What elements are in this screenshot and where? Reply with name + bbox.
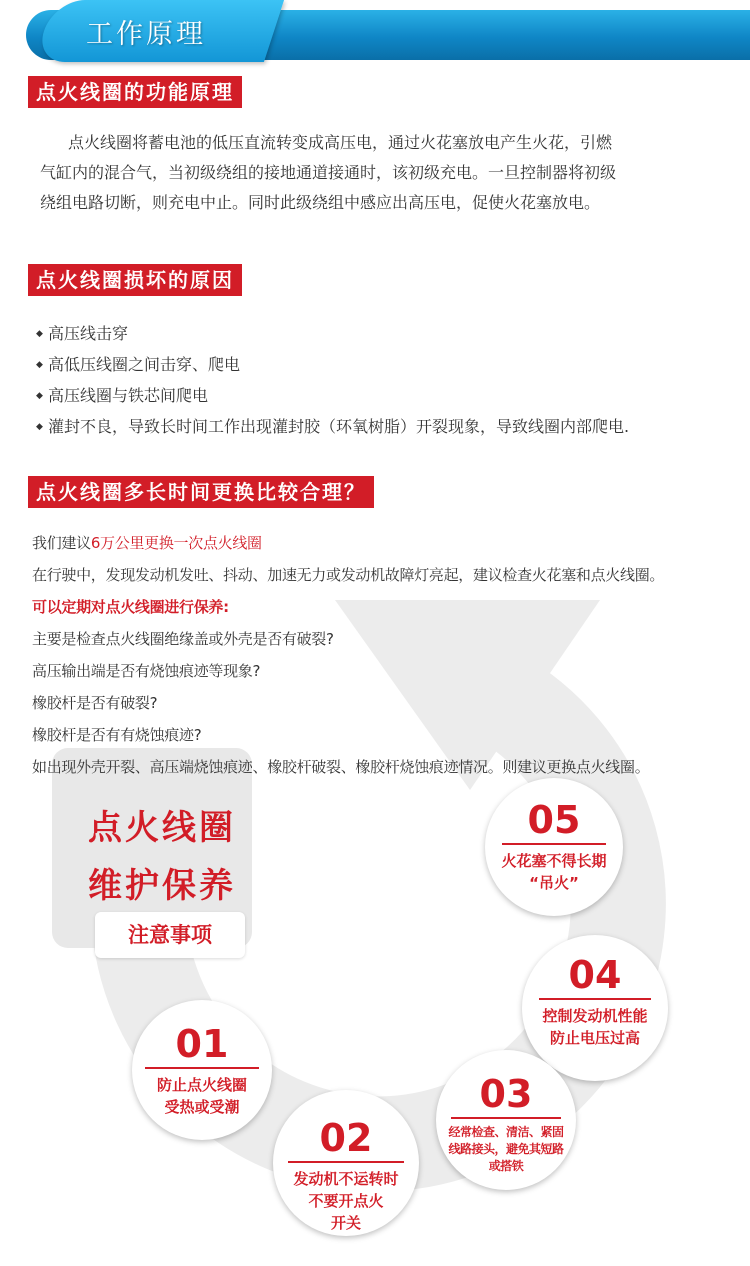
step-text: 经常检查、清洁、紧固 <box>448 1125 564 1139</box>
section-heading-replace: 点火线圈多长时间更换比较合理？ <box>28 476 374 508</box>
advice-line <box>32 527 748 559</box>
list-item-text: 高压线击穿 <box>48 324 129 343</box>
check-line: 橡胶杆是否有破裂? <box>32 694 158 712</box>
check-line: 高压输出端是否有烧蚀痕迹等现象? <box>32 662 261 680</box>
step-text: 火花塞不得长期 <box>501 852 607 870</box>
step-divider <box>145 1067 259 1069</box>
advice-prefix: 我们建议 <box>32 534 91 552</box>
page-title: 工作原理 <box>86 19 206 50</box>
step-number: 03 <box>479 1072 533 1116</box>
step-number: 04 <box>568 953 622 997</box>
step-divider <box>502 843 606 845</box>
maintenance-title-line1: 点火线圈 <box>88 808 236 848</box>
notice-label: 注意事项 <box>95 912 245 958</box>
function-paragraph <box>40 128 730 218</box>
symptoms-line: 在行驶中，发现发动机发吐、抖动、加速无力或发动机故障灯亮起，建议检查火花塞和点火线圈。 <box>32 566 665 584</box>
step-text: 开关 <box>330 1214 361 1232</box>
list-item-text: 灌封不良，导致长时间工作出现灌封胶（环氧树脂）开裂现象，导致线圈内部爬电. <box>48 417 630 436</box>
function-line: 点火线圈将蓄电池的低压直流转变成高压电，通过火花塞放电产生火花，引燃 <box>68 133 613 152</box>
section-heading-damage: 点火线圈损坏的原因 <box>28 264 242 296</box>
list-item-text: 高低压线圈之间击穿、爬电 <box>48 355 241 374</box>
replace-content <box>32 527 748 783</box>
step-text: “吊火” <box>529 874 579 892</box>
step-circle-01 <box>132 1000 272 1140</box>
diamond-bullet-icon: ◆ <box>36 422 43 432</box>
list-item <box>36 349 736 380</box>
step-circle-04 <box>522 935 668 1081</box>
section-heading-function: 点火线圈的功能原理 <box>28 76 242 108</box>
advice-highlight: 6万公里更换一次点火线圈 <box>90 534 262 552</box>
step-circle-03 <box>436 1050 576 1190</box>
step-circle-02 <box>273 1090 419 1236</box>
maintain-heading: 可以定期对点火线圈进行保养: <box>32 598 229 616</box>
damage-list <box>36 318 736 442</box>
maintenance-title-line2: 维护保养 <box>88 866 236 906</box>
step-text: 线路接头，避免其短路 <box>448 1142 564 1156</box>
check-line: 主要是检查点火线圈绝缘盖或外壳是否有破裂? <box>32 630 334 648</box>
list-item <box>36 411 736 442</box>
step-text: 不要开点火 <box>308 1192 384 1210</box>
function-line: 气缸内的混合气，当初级绕组的接地通道接通时，该初级充电。一旦控制器将初级 <box>40 163 617 182</box>
list-item-text: 高压线圈与铁芯间爬电 <box>48 386 209 405</box>
step-divider <box>288 1161 404 1163</box>
step-number: 05 <box>527 798 581 842</box>
step-text: 防止点火线圈 <box>156 1076 247 1094</box>
step-text: 防止电压过高 <box>549 1029 640 1047</box>
diamond-bullet-icon: ◆ <box>36 391 43 401</box>
step-text: 受热或受潮 <box>164 1098 240 1116</box>
diamond-bullet-icon: ◆ <box>36 329 43 339</box>
step-number: 01 <box>175 1022 229 1066</box>
function-line: 绕组电路切断，则充电中止。同时此级绕组中感应出高压电，促使火花塞放电。 <box>40 193 601 212</box>
check-line: 橡胶杆是否有有烧蚀痕迹? <box>32 726 202 744</box>
list-item <box>36 380 736 411</box>
step-text: 控制发动机性能 <box>542 1007 648 1025</box>
check-line: 如出现外壳开裂、高压端烧蚀痕迹、橡胶杆破裂、橡胶杆烧蚀痕迹情况。则建议更换点火线圈。 <box>32 758 650 776</box>
step-number: 02 <box>319 1116 373 1160</box>
step-text: 发动机不运转时 <box>293 1170 399 1188</box>
list-item <box>36 318 736 349</box>
step-text: 或搭铁 <box>488 1159 524 1173</box>
diamond-bullet-icon: ◆ <box>36 360 43 370</box>
step-divider <box>451 1117 561 1119</box>
step-divider <box>539 998 651 1000</box>
step-circle-05 <box>485 778 623 916</box>
header-banner <box>0 0 750 62</box>
